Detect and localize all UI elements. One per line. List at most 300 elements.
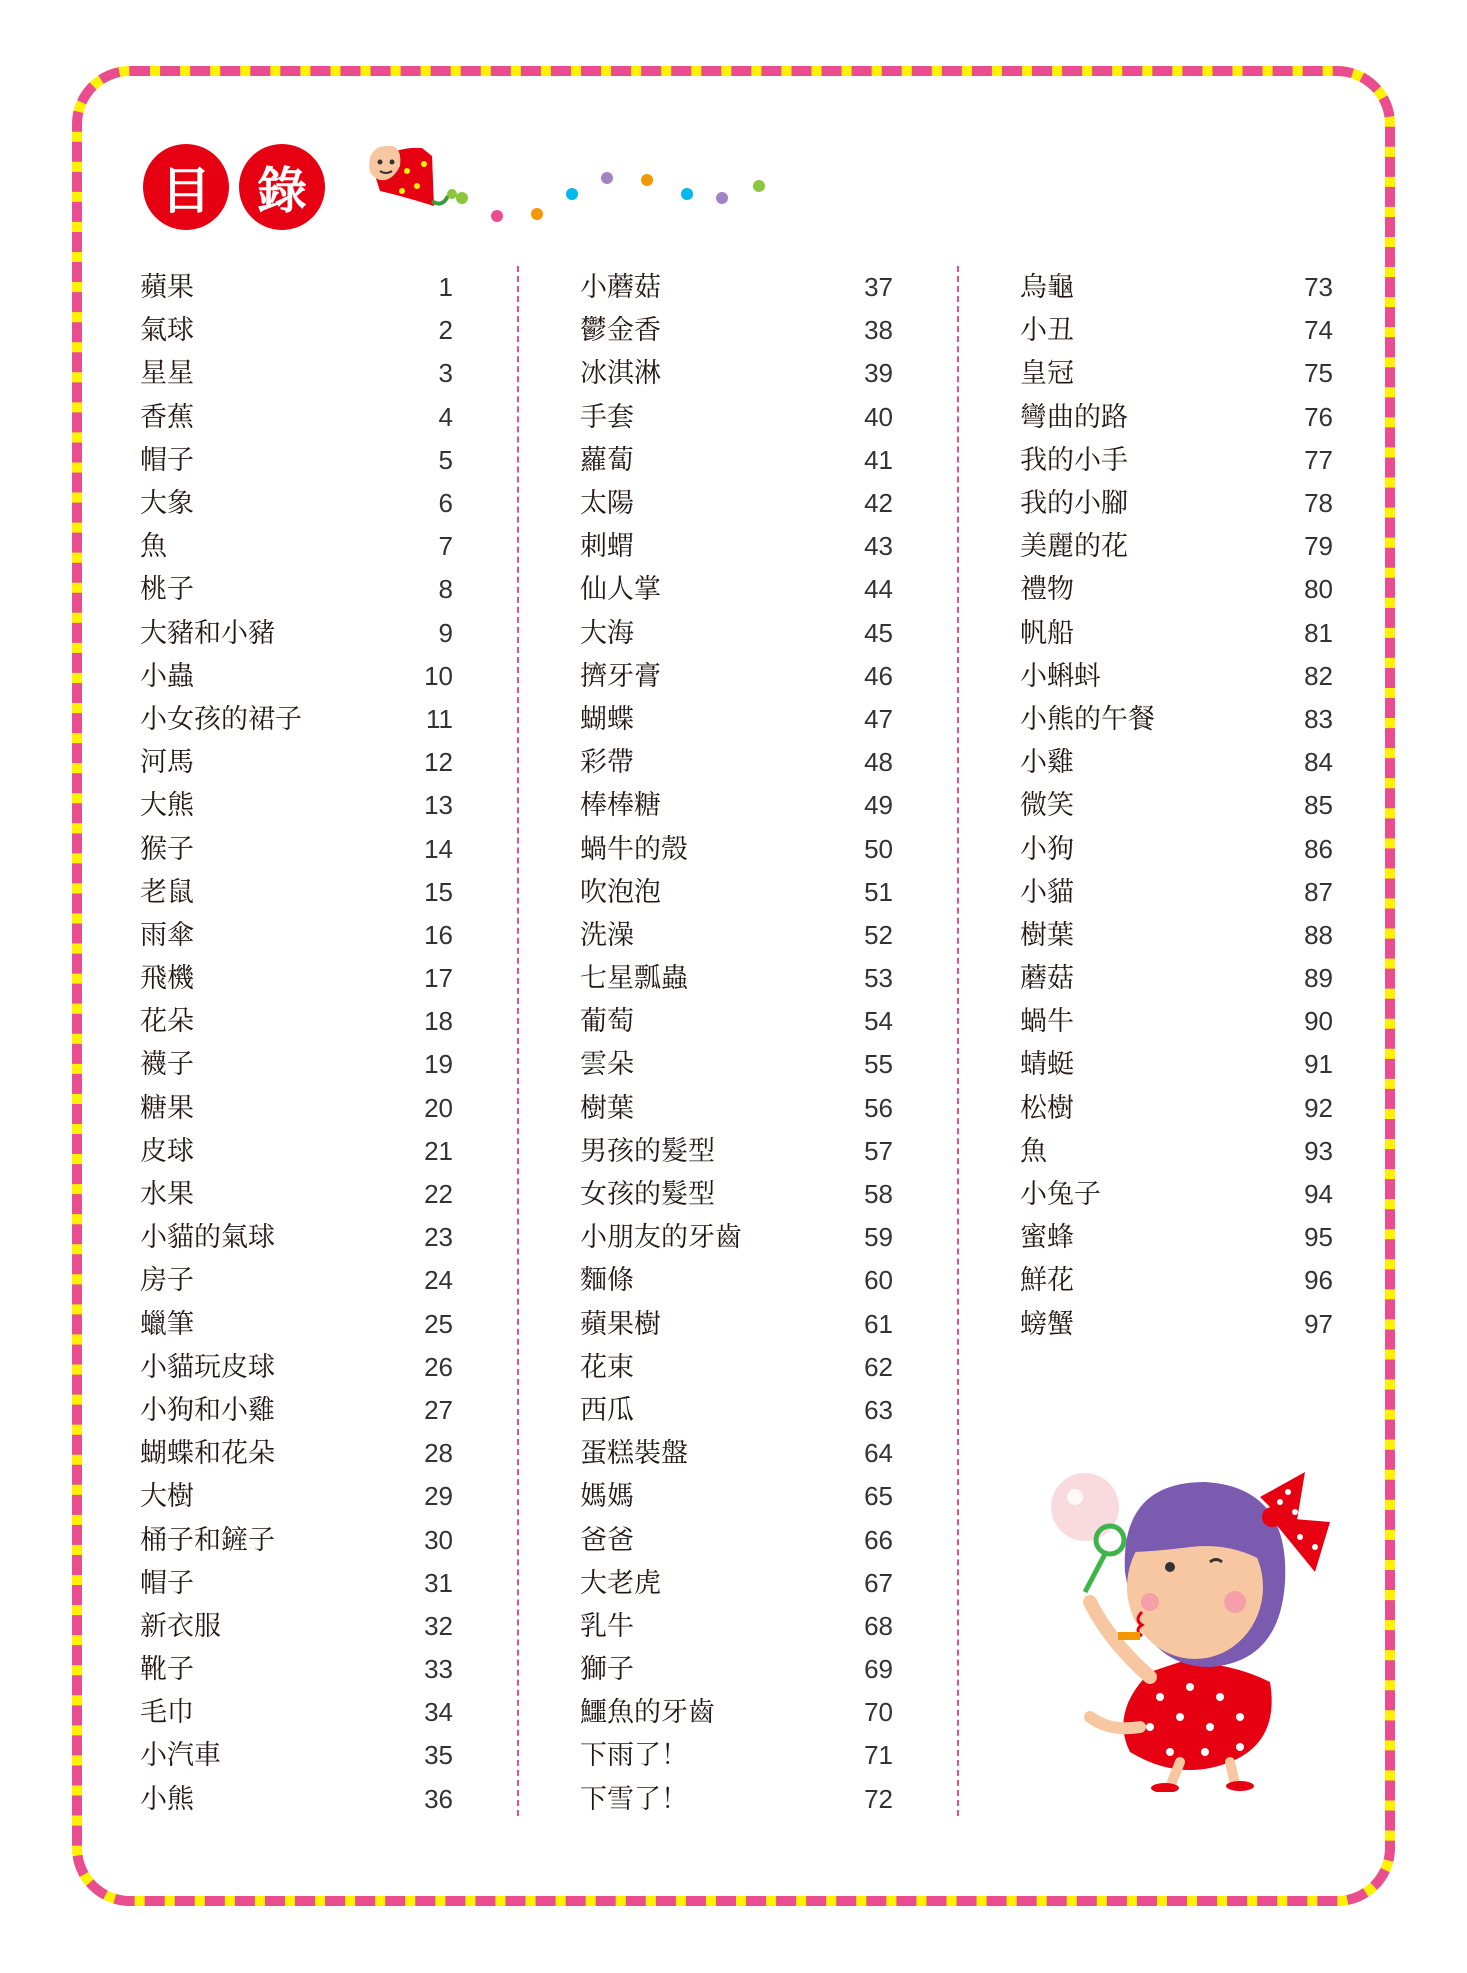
toc-entry: [1020, 1130, 1335, 1173]
toc-entry-page-number: 80: [1304, 574, 1333, 605]
toc-entry: [140, 482, 455, 525]
toc-entry-title: 水果: [140, 1179, 194, 1211]
toc-entry-title: 擠牙膏: [580, 660, 661, 692]
title-char-1: 目: [143, 144, 229, 230]
toc-entry: [580, 352, 895, 395]
kite-illustration: [362, 136, 782, 236]
toc-entry-title: 小貓的氣球: [140, 1222, 275, 1254]
toc-entry-title: 蜻蜓: [1020, 1049, 1074, 1081]
toc-entry-page-number: 46: [864, 660, 893, 691]
toc-entry: [140, 1346, 455, 1389]
toc-entry-page-number: 31: [424, 1567, 453, 1598]
toc-entry: [580, 1087, 895, 1130]
toc-entry-page-number: 41: [864, 444, 893, 475]
toc-entry-title: 小女孩的裙子: [140, 703, 302, 735]
toc-entry-title: 下雨了！: [580, 1740, 688, 1772]
toc-entry: [580, 1389, 895, 1432]
toc-entry-page-number: 18: [424, 1006, 453, 1037]
toc-entry-page-number: 93: [1304, 1135, 1333, 1166]
toc-entry: [1020, 309, 1335, 352]
toc-entry: [580, 1346, 895, 1389]
toc-entry: [580, 1173, 895, 1216]
toc-entry-page-number: 33: [424, 1654, 453, 1685]
toc-entry-page-number: 56: [864, 1092, 893, 1123]
toc-entry: [580, 698, 895, 741]
toc-entry: [1020, 266, 1335, 309]
toc-entry: [580, 741, 895, 784]
toc-entry: [580, 1648, 895, 1691]
toc-entry-page-number: 7: [438, 531, 453, 562]
toc-entry-title: 男孩的髮型: [580, 1135, 715, 1167]
toc-entry-title: 帽子: [140, 444, 194, 476]
toc-entry: [580, 1259, 895, 1302]
toc-entry: [1020, 439, 1335, 482]
toc-entry-title: 小丑: [1020, 315, 1074, 347]
toc-entry: [140, 827, 455, 870]
toc-entry-page-number: 73: [1304, 272, 1333, 303]
toc-entry: [580, 1778, 895, 1821]
toc-entry-page-number: 20: [424, 1092, 453, 1123]
toc-entry-title: 蘋果樹: [580, 1308, 661, 1340]
toc-entry-page-number: 81: [1304, 617, 1333, 648]
toc-entry-page-number: 37: [864, 272, 893, 303]
toc-entry-page-number: 49: [864, 790, 893, 821]
toc-entry-page-number: 55: [864, 1049, 893, 1080]
toc-entry-title: 蘑菇: [1020, 963, 1074, 995]
toc-entry-title: 香蕉: [140, 401, 194, 433]
toc-entry: [1020, 612, 1335, 655]
toc-entry-title: 星星: [140, 358, 194, 390]
toc-entry-page-number: 24: [424, 1265, 453, 1296]
toc-entry-title: 吹泡泡: [580, 876, 661, 908]
toc-entry: [140, 655, 455, 698]
toc-entry-page-number: 94: [1304, 1179, 1333, 1210]
toc-entry-page-number: 4: [438, 401, 453, 432]
toc-entry-page-number: 2: [438, 315, 453, 346]
toc-entry-page-number: 75: [1304, 358, 1333, 389]
toc-entry-title: 蜜蜂: [1020, 1222, 1074, 1254]
toc-entry: [580, 1000, 895, 1043]
toc-entry: [580, 957, 895, 1000]
kite-icon: [369, 146, 457, 206]
toc-entry-page-number: 3: [438, 358, 453, 389]
toc-entry-title: 大象: [140, 488, 194, 520]
toc-entry: [580, 1043, 895, 1086]
toc-entry-title: 河馬: [140, 747, 194, 779]
toc-entry: [580, 784, 895, 827]
toc-entry: [140, 1432, 455, 1475]
toc-entry: [580, 1734, 895, 1777]
toc-entry-title: 蝸牛: [1020, 1006, 1074, 1038]
toc-entry-page-number: 6: [438, 488, 453, 519]
toc-entry-title: 花朵: [140, 1006, 194, 1038]
toc-entry-page-number: 62: [864, 1351, 893, 1382]
toc-entry: [1020, 1216, 1335, 1259]
toc-column-3: [1020, 266, 1335, 1346]
toc-entry-page-number: 38: [864, 315, 893, 346]
toc-entry: [580, 655, 895, 698]
toc-entry-page-number: 64: [864, 1438, 893, 1469]
toc-entry: [1020, 1000, 1335, 1043]
toc-entry-page-number: 52: [864, 919, 893, 950]
toc-entry-title: 大樹: [140, 1481, 194, 1513]
toc-entry-page-number: 12: [424, 747, 453, 778]
toc-entry: [580, 1691, 895, 1734]
toc-entry: [140, 1691, 455, 1734]
toc-entry: [580, 612, 895, 655]
toc-entry: [1020, 352, 1335, 395]
toc-entry-title: 西瓜: [580, 1394, 634, 1426]
toc-entry-title: 小汽車: [140, 1740, 221, 1772]
toc-entry: [580, 525, 895, 568]
toc-entry-page-number: 32: [424, 1610, 453, 1641]
toc-entry-title: 蝸牛的殼: [580, 833, 688, 865]
toc-entry: [140, 1475, 455, 1518]
toc-entry: [140, 741, 455, 784]
toc-entry-title: 我的小腳: [1020, 488, 1128, 520]
toc-entry-page-number: 25: [424, 1308, 453, 1339]
toc-entry: [1020, 1087, 1335, 1130]
toc-entry-page-number: 22: [424, 1179, 453, 1210]
toc-entry-page-number: 85: [1304, 790, 1333, 821]
toc-entry: [580, 1130, 895, 1173]
toc-entry-page-number: 50: [864, 833, 893, 864]
toc-entry-title: 大老虎: [580, 1567, 661, 1599]
toc-entry-page-number: 57: [864, 1135, 893, 1166]
toc-entry-page-number: 27: [424, 1394, 453, 1425]
toc-entry-title: 麵條: [580, 1265, 634, 1297]
toc-entry-title: 彎曲的路: [1020, 401, 1128, 433]
toc-entry-title: 蘋果: [140, 272, 194, 304]
toc-entry: [580, 1475, 895, 1518]
toc-entry-page-number: 70: [864, 1697, 893, 1728]
toc-entry: [580, 1216, 895, 1259]
toc-entry-title: 微笑: [1020, 790, 1074, 822]
toc-entry-page-number: 19: [424, 1049, 453, 1080]
toc-entry-page-number: 92: [1304, 1092, 1333, 1123]
toc-entry-title: 手套: [580, 401, 634, 433]
toc-entry-page-number: 45: [864, 617, 893, 648]
toc-entry: [580, 827, 895, 870]
toc-entry-title: 大海: [580, 617, 634, 649]
toc-entry-page-number: 34: [424, 1697, 453, 1728]
toc-entry-page-number: 83: [1304, 703, 1333, 734]
toc-entry: [580, 568, 895, 611]
toc-entry-page-number: 51: [864, 876, 893, 907]
toc-entry: [140, 266, 455, 309]
toc-entry-page-number: 96: [1304, 1265, 1333, 1296]
toc-entry-page-number: 21: [424, 1135, 453, 1166]
toc-entry-title: 雲朵: [580, 1049, 634, 1081]
toc-entry-title: 襪子: [140, 1049, 194, 1081]
toc-entry-title: 小朋友的牙齒: [580, 1222, 742, 1254]
toc-entry-page-number: 71: [864, 1740, 893, 1771]
toc-entry: [580, 914, 895, 957]
toc-entry-page-number: 77: [1304, 444, 1333, 475]
toc-entry: [1020, 1043, 1335, 1086]
toc-entry: [140, 698, 455, 741]
toc-entry-page-number: 40: [864, 401, 893, 432]
toc-entry-title: 魚: [1020, 1135, 1047, 1167]
toc-entry-page-number: 82: [1304, 660, 1333, 691]
toc-entry-title: 氣球: [140, 315, 194, 347]
toc-entry: [1020, 568, 1335, 611]
toc-entry-title: 小狗和小雞: [140, 1394, 275, 1426]
toc-entry-title: 鱷魚的牙齒: [580, 1697, 715, 1729]
toc-entry-title: 小熊的午餐: [1020, 703, 1155, 735]
toc-entry-page-number: 59: [864, 1222, 893, 1253]
toc-entry: [580, 1432, 895, 1475]
toc-entry-title: 刺蝟: [580, 531, 634, 563]
toc-entry-title: 靴子: [140, 1654, 194, 1686]
toc-entry-page-number: 53: [864, 963, 893, 994]
toc-entry-title: 葡萄: [580, 1006, 634, 1038]
toc-entry: [140, 871, 455, 914]
toc-entry-title: 小蘑菇: [580, 272, 661, 304]
toc-entry-page-number: 84: [1304, 747, 1333, 778]
toc-entry: [140, 1216, 455, 1259]
toc-entry-page-number: 8: [438, 574, 453, 605]
toc-entry: [140, 612, 455, 655]
toc-entry-title: 女孩的髮型: [580, 1179, 715, 1211]
toc-entry-title: 皇冠: [1020, 358, 1074, 390]
toc-entry-title: 棒棒糖: [580, 790, 661, 822]
toc-entry-title: 魚: [140, 531, 167, 563]
toc-entry-title: 蝴蝶和花朵: [140, 1438, 275, 1470]
toc-entry-title: 鮮花: [1020, 1265, 1074, 1297]
toc-entry-page-number: 97: [1304, 1308, 1333, 1339]
toc-entry: [1020, 482, 1335, 525]
toc-entry-page-number: 79: [1304, 531, 1333, 562]
toc-entry: [1020, 871, 1335, 914]
toc-entry: [1020, 827, 1335, 870]
toc-entry-page-number: 30: [424, 1524, 453, 1555]
toc-entry-title: 洗澡: [580, 919, 634, 951]
toc-entry-title: 蛋糕裝盤: [580, 1438, 688, 1470]
toc-entry-title: 我的小手: [1020, 444, 1128, 476]
toc-entry: [1020, 957, 1335, 1000]
toc-entry-page-number: 11: [426, 703, 453, 734]
toc-column-1: [140, 266, 455, 1821]
toc-entry: [140, 1087, 455, 1130]
toc-entry-title: 糖果: [140, 1092, 194, 1124]
toc-entry: [140, 1043, 455, 1086]
toc-entry-page-number: 58: [864, 1179, 893, 1210]
toc-entry-page-number: 54: [864, 1006, 893, 1037]
toc-entry: [140, 1000, 455, 1043]
toc-entry: [140, 1778, 455, 1821]
toc-entry: [580, 439, 895, 482]
toc-entry-page-number: 48: [864, 747, 893, 778]
toc-entry-page-number: 90: [1304, 1006, 1333, 1037]
toc-entry: [140, 784, 455, 827]
toc-entry: [580, 1562, 895, 1605]
toc-entry-page-number: 9: [438, 617, 453, 648]
toc-entry-title: 小兔子: [1020, 1179, 1101, 1211]
toc-entry-page-number: 76: [1304, 401, 1333, 432]
toc-entry-page-number: 88: [1304, 919, 1333, 950]
toc-entry: [140, 396, 455, 439]
toc-entry-page-number: 28: [424, 1438, 453, 1469]
toc-entry-title: 飛機: [140, 963, 194, 995]
toc-entry-page-number: 74: [1304, 315, 1333, 346]
toc-entry-page-number: 16: [424, 919, 453, 950]
toc-entry-page-number: 13: [424, 790, 453, 821]
toc-entry: [580, 482, 895, 525]
toc-entry: [580, 1303, 895, 1346]
toc-entry: [140, 1648, 455, 1691]
toc-entry: [140, 352, 455, 395]
toc-entry-title: 美麗的花: [1020, 531, 1128, 563]
toc-entry-title: 蝴蝶: [580, 703, 634, 735]
toc-entry-page-number: 91: [1304, 1049, 1333, 1080]
toc-entry-page-number: 14: [424, 833, 453, 864]
toc-entry-page-number: 69: [864, 1654, 893, 1685]
toc-entry-title: 帽子: [140, 1567, 194, 1599]
toc-entry-page-number: 1: [438, 272, 453, 303]
toc-entry: [140, 914, 455, 957]
toc-entry: [140, 309, 455, 352]
toc-entry-page-number: 39: [864, 358, 893, 389]
toc-entry-page-number: 36: [424, 1783, 453, 1814]
toc-entry-page-number: 78: [1304, 488, 1333, 519]
toc-entry: [1020, 741, 1335, 784]
toc-entry-title: 螃蟹: [1020, 1308, 1074, 1340]
toc-entry-title: 新衣服: [140, 1610, 221, 1642]
toc-entry-title: 小貓: [1020, 876, 1074, 908]
toc-entry: [1020, 655, 1335, 698]
toc-entry-title: 小熊: [140, 1783, 194, 1815]
toc-entry-title: 花束: [580, 1351, 634, 1383]
toc-entry-page-number: 63: [864, 1394, 893, 1425]
toc-entry-title: 下雪了！: [580, 1783, 688, 1815]
toc-entry-title: 乳牛: [580, 1610, 634, 1642]
toc-entry: [1020, 698, 1335, 741]
toc-entry-title: 冰淇淋: [580, 358, 661, 390]
toc-entry: [140, 1562, 455, 1605]
toc-entry: [140, 525, 455, 568]
toc-entry-title: 小雞: [1020, 747, 1074, 779]
toc-entry-title: 鬱金香: [580, 315, 661, 347]
toc-entry-page-number: 43: [864, 531, 893, 562]
toc-entry-title: 樹葉: [580, 1092, 634, 1124]
title-char-2: 錄: [239, 144, 325, 230]
toc-entry: [580, 1605, 895, 1648]
toc-entry-title: 大豬和小豬: [140, 617, 275, 649]
toc-entry-page-number: 23: [424, 1222, 453, 1253]
toc-entry: [140, 568, 455, 611]
toc-entry: [1020, 525, 1335, 568]
toc-entry-title: 猴子: [140, 833, 194, 865]
toc-entry-title: 老鼠: [140, 876, 194, 908]
toc-entry-title: 爸爸: [580, 1524, 634, 1556]
toc-entry-title: 小蟲: [140, 660, 194, 692]
toc-entry: [140, 439, 455, 482]
toc-entry: [140, 1173, 455, 1216]
toc-entry-page-number: 26: [424, 1351, 453, 1382]
toc-column-2: [580, 266, 895, 1821]
toc-entry-title: 房子: [140, 1265, 194, 1297]
column-divider: [517, 266, 519, 1816]
toc-entry-page-number: 5: [438, 444, 453, 475]
toc-entry-title: 獅子: [580, 1654, 634, 1686]
toc-entry-page-number: 61: [864, 1308, 893, 1339]
girl-blowing-bubble-illustration: [1030, 1462, 1345, 1792]
toc-entry-page-number: 60: [864, 1265, 893, 1296]
toc-entry: [1020, 1259, 1335, 1302]
toc-entry-title: 毛巾: [140, 1697, 194, 1729]
kite-tail-dots: [456, 172, 765, 222]
toc-entry-page-number: 66: [864, 1524, 893, 1555]
toc-entry-page-number: 29: [424, 1481, 453, 1512]
toc-entry-title: 太陽: [580, 488, 634, 520]
toc-entry: [1020, 1303, 1335, 1346]
toc-entry-title: 桶子和鏟子: [140, 1524, 275, 1556]
toc-entry: [580, 1518, 895, 1561]
toc-entry: [140, 957, 455, 1000]
toc-entry-page-number: 72: [864, 1783, 893, 1814]
toc-entry: [140, 1389, 455, 1432]
toc-entry: [140, 1605, 455, 1648]
toc-entry-title: 蘿蔔: [580, 444, 634, 476]
toc-entry-title: 帆船: [1020, 617, 1074, 649]
toc-entry-title: 蠟筆: [140, 1308, 194, 1340]
toc-entry-page-number: 86: [1304, 833, 1333, 864]
toc-entry-title: 小貓玩皮球: [140, 1351, 275, 1383]
toc-entry-title: 雨傘: [140, 919, 194, 951]
toc-entry-page-number: 47: [864, 703, 893, 734]
toc-entry-title: 媽媽: [580, 1481, 634, 1513]
toc-entry-page-number: 15: [424, 876, 453, 907]
toc-entry-title: 皮球: [140, 1135, 194, 1167]
toc-entry-title: 禮物: [1020, 574, 1074, 606]
toc-entry: [1020, 914, 1335, 957]
toc-entry: [1020, 1173, 1335, 1216]
toc-entry-title: 七星瓢蟲: [580, 963, 688, 995]
toc-entry: [140, 1303, 455, 1346]
toc-entry: [140, 1734, 455, 1777]
toc-entry-page-number: 10: [424, 660, 453, 691]
toc-entry-page-number: 35: [424, 1740, 453, 1771]
toc-entry: [580, 396, 895, 439]
toc-entry-page-number: 95: [1304, 1222, 1333, 1253]
toc-entry-page-number: 17: [424, 963, 453, 994]
toc-entry-title: 彩帶: [580, 747, 634, 779]
toc-entry-page-number: 87: [1304, 876, 1333, 907]
toc-entry: [140, 1259, 455, 1302]
toc-entry-page-number: 68: [864, 1610, 893, 1641]
toc-entry-title: 桃子: [140, 574, 194, 606]
toc-entry: [140, 1130, 455, 1173]
toc-entry-page-number: 42: [864, 488, 893, 519]
toc-entry-title: 樹葉: [1020, 919, 1074, 951]
toc-entry: [1020, 784, 1335, 827]
toc-entry-title: 松樹: [1020, 1092, 1074, 1124]
toc-entry-title: 小狗: [1020, 833, 1074, 865]
toc-entry-title: 烏龜: [1020, 272, 1074, 304]
toc-entry-page-number: 44: [864, 574, 893, 605]
toc-entry-page-number: 67: [864, 1567, 893, 1598]
toc-entry: [580, 266, 895, 309]
toc-entry-title: 小蝌蚪: [1020, 660, 1101, 692]
toc-entry-title: 仙人掌: [580, 574, 661, 606]
toc-entry: [580, 309, 895, 352]
toc-entry: [1020, 396, 1335, 439]
toc-entry-page-number: 65: [864, 1481, 893, 1512]
column-divider: [957, 266, 959, 1816]
toc-entry: [580, 871, 895, 914]
toc-entry-page-number: 89: [1304, 963, 1333, 994]
